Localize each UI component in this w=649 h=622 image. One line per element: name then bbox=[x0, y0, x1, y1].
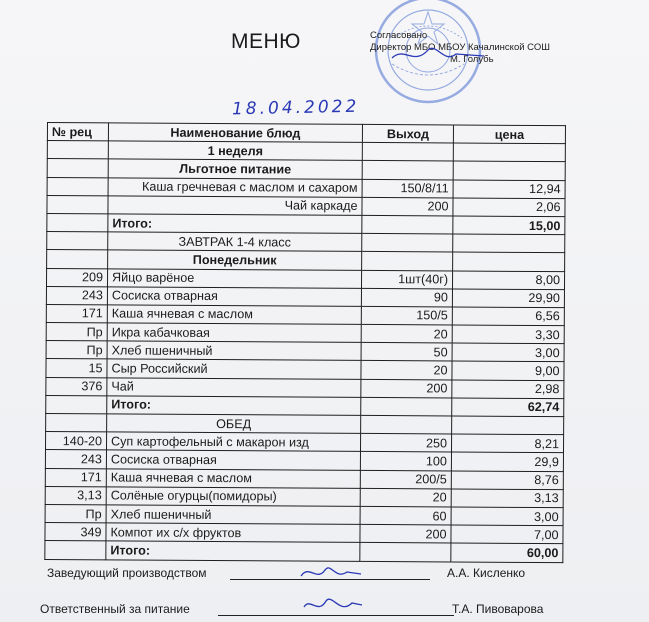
dish-code bbox=[47, 177, 108, 196]
approval-line-1: Согласовано bbox=[370, 30, 428, 41]
empty-cell bbox=[47, 159, 108, 178]
empty-cell bbox=[45, 541, 106, 560]
dish-output: 60 bbox=[360, 506, 451, 525]
dish-output: 150/8/11 bbox=[362, 179, 453, 198]
dish-output: 250 bbox=[360, 434, 451, 453]
dish-code: 3,13 bbox=[45, 486, 106, 505]
column-header-price: цена bbox=[453, 125, 565, 144]
empty-cell bbox=[46, 413, 107, 432]
empty-cell bbox=[453, 161, 565, 180]
dish-output: 90 bbox=[361, 288, 452, 307]
dish-name: Яйцо варёное bbox=[107, 268, 361, 288]
dish-name: Сыр Российский bbox=[107, 359, 361, 379]
dish-code: 376 bbox=[46, 377, 107, 396]
dish-code: 243 bbox=[45, 450, 106, 469]
dish-name: Солёные огурцы(помидоры) bbox=[106, 487, 360, 507]
dish-price: 12,94 bbox=[453, 180, 565, 199]
empty-cell bbox=[452, 416, 564, 435]
responsible-signature bbox=[298, 593, 368, 619]
dish-name: Сосиска отварная bbox=[106, 450, 360, 470]
dish-code: 349 bbox=[45, 523, 106, 542]
empty-cell bbox=[362, 161, 453, 180]
dish-code: Пр bbox=[45, 504, 106, 523]
dish-output: 200/5 bbox=[360, 470, 451, 489]
total-price: 60,00 bbox=[451, 543, 563, 562]
empty-cell bbox=[361, 415, 452, 434]
dish-output: 50 bbox=[361, 343, 452, 362]
section-title: Понедельник bbox=[108, 250, 362, 270]
empty-cell bbox=[46, 395, 107, 414]
empty-cell bbox=[47, 141, 108, 160]
manager-label: Заведующий производством bbox=[47, 566, 207, 580]
dish-name: Сосиска отварная bbox=[107, 287, 361, 307]
dish-price: 8,00 bbox=[452, 270, 564, 289]
approval-line-2: Директор МБО МБОУ Качалинской СОШ bbox=[370, 42, 550, 53]
dish-code: 15 bbox=[46, 359, 107, 378]
dish-code: Пр bbox=[46, 323, 107, 342]
dish-code: Пр bbox=[46, 341, 107, 360]
column-header-output: Выход bbox=[362, 124, 453, 143]
dish-output: 1шт(40г) bbox=[361, 270, 452, 289]
section-title: ОБЕД bbox=[107, 414, 361, 434]
menu-table-body bbox=[45, 141, 566, 562]
dish-output: 200 bbox=[360, 525, 451, 544]
menu-date: 18.04.2022 bbox=[231, 96, 360, 120]
dish-name: Каша ячневая с маслом bbox=[107, 305, 361, 325]
empty-cell bbox=[361, 397, 452, 416]
dish-code: 140-20 bbox=[45, 432, 106, 451]
dish-code: 243 bbox=[46, 286, 107, 305]
dish-output: 150/5 bbox=[361, 306, 452, 325]
dish-price: 8,76 bbox=[451, 471, 563, 490]
dish-price: 8,21 bbox=[451, 434, 563, 453]
manager-signature bbox=[295, 560, 365, 586]
dish-price: 3,13 bbox=[451, 489, 563, 508]
dish-name: Суп картофельный с макарон изд bbox=[106, 432, 360, 452]
dish-name: Компот их с/х фруктов bbox=[106, 523, 360, 543]
empty-cell bbox=[453, 234, 565, 253]
dish-price: 2,98 bbox=[452, 380, 564, 399]
dish-output: 20 bbox=[361, 324, 452, 343]
column-header-code: № рец bbox=[47, 123, 108, 142]
dish-output: 200 bbox=[361, 379, 452, 398]
empty-cell bbox=[360, 543, 451, 562]
manager-name: А.А. Кисленко bbox=[447, 566, 526, 580]
dish-code bbox=[47, 195, 108, 214]
dish-code: 171 bbox=[45, 468, 106, 487]
dish-name: Каша гречневая с маслом и сахаром bbox=[108, 177, 362, 197]
menu-table bbox=[44, 122, 566, 563]
dish-name: Хлеб пшеничный bbox=[107, 341, 361, 361]
empty-cell bbox=[47, 213, 108, 232]
dish-output: 20 bbox=[361, 361, 452, 380]
total-price: 15,00 bbox=[453, 216, 565, 235]
empty-cell bbox=[453, 143, 565, 162]
dish-price: 29,9 bbox=[451, 452, 563, 471]
total-label: Итого: bbox=[108, 214, 362, 234]
dish-code: 171 bbox=[46, 304, 107, 323]
total-price: 62,74 bbox=[452, 398, 564, 417]
empty-cell bbox=[362, 234, 453, 253]
dish-code: 209 bbox=[46, 268, 107, 287]
empty-cell bbox=[47, 250, 108, 269]
dish-output: 200 bbox=[362, 197, 453, 216]
section-title: ЗАВТРАК 1-4 класс bbox=[108, 232, 362, 252]
empty-cell bbox=[362, 252, 453, 271]
section-title: Льготное питание bbox=[108, 159, 362, 179]
dish-price: 3,00 bbox=[451, 507, 563, 526]
dish-name: Каша ячневая с маслом bbox=[106, 468, 360, 488]
total-label: Итого: bbox=[107, 396, 361, 416]
total-row bbox=[45, 541, 563, 562]
section-title: 1 неделя bbox=[108, 141, 362, 161]
page-title: МЕНЮ bbox=[231, 30, 301, 53]
dish-name: Хлеб пшеничный bbox=[106, 505, 360, 525]
dish-price: 3,00 bbox=[452, 343, 564, 362]
approval-line-3: М. Голубь bbox=[450, 54, 494, 65]
dish-price: 6,56 bbox=[452, 307, 564, 326]
dish-price: 7,00 bbox=[451, 525, 563, 544]
dish-output: 20 bbox=[360, 488, 451, 507]
dish-price: 9,00 bbox=[452, 361, 564, 380]
dish-output: 100 bbox=[360, 452, 451, 471]
empty-cell bbox=[362, 143, 453, 162]
dish-price: 2,06 bbox=[453, 198, 565, 217]
responsible-label: Ответственный за питание bbox=[40, 602, 190, 616]
empty-cell bbox=[47, 232, 108, 251]
total-label: Итого: bbox=[106, 541, 360, 561]
responsible-name: Т.А. Пивоварова bbox=[452, 602, 544, 616]
director-signature bbox=[384, 36, 494, 76]
dish-name: Икра кабачковая bbox=[107, 323, 361, 343]
dish-name: Чай bbox=[107, 377, 361, 397]
column-header-name: Наименование блюд bbox=[108, 123, 362, 143]
dish-price: 29,90 bbox=[452, 289, 564, 308]
empty-cell bbox=[453, 252, 565, 271]
empty-cell bbox=[362, 215, 453, 234]
dish-price: 3,30 bbox=[452, 325, 564, 344]
dish-name: Чай каркаде bbox=[108, 196, 362, 216]
